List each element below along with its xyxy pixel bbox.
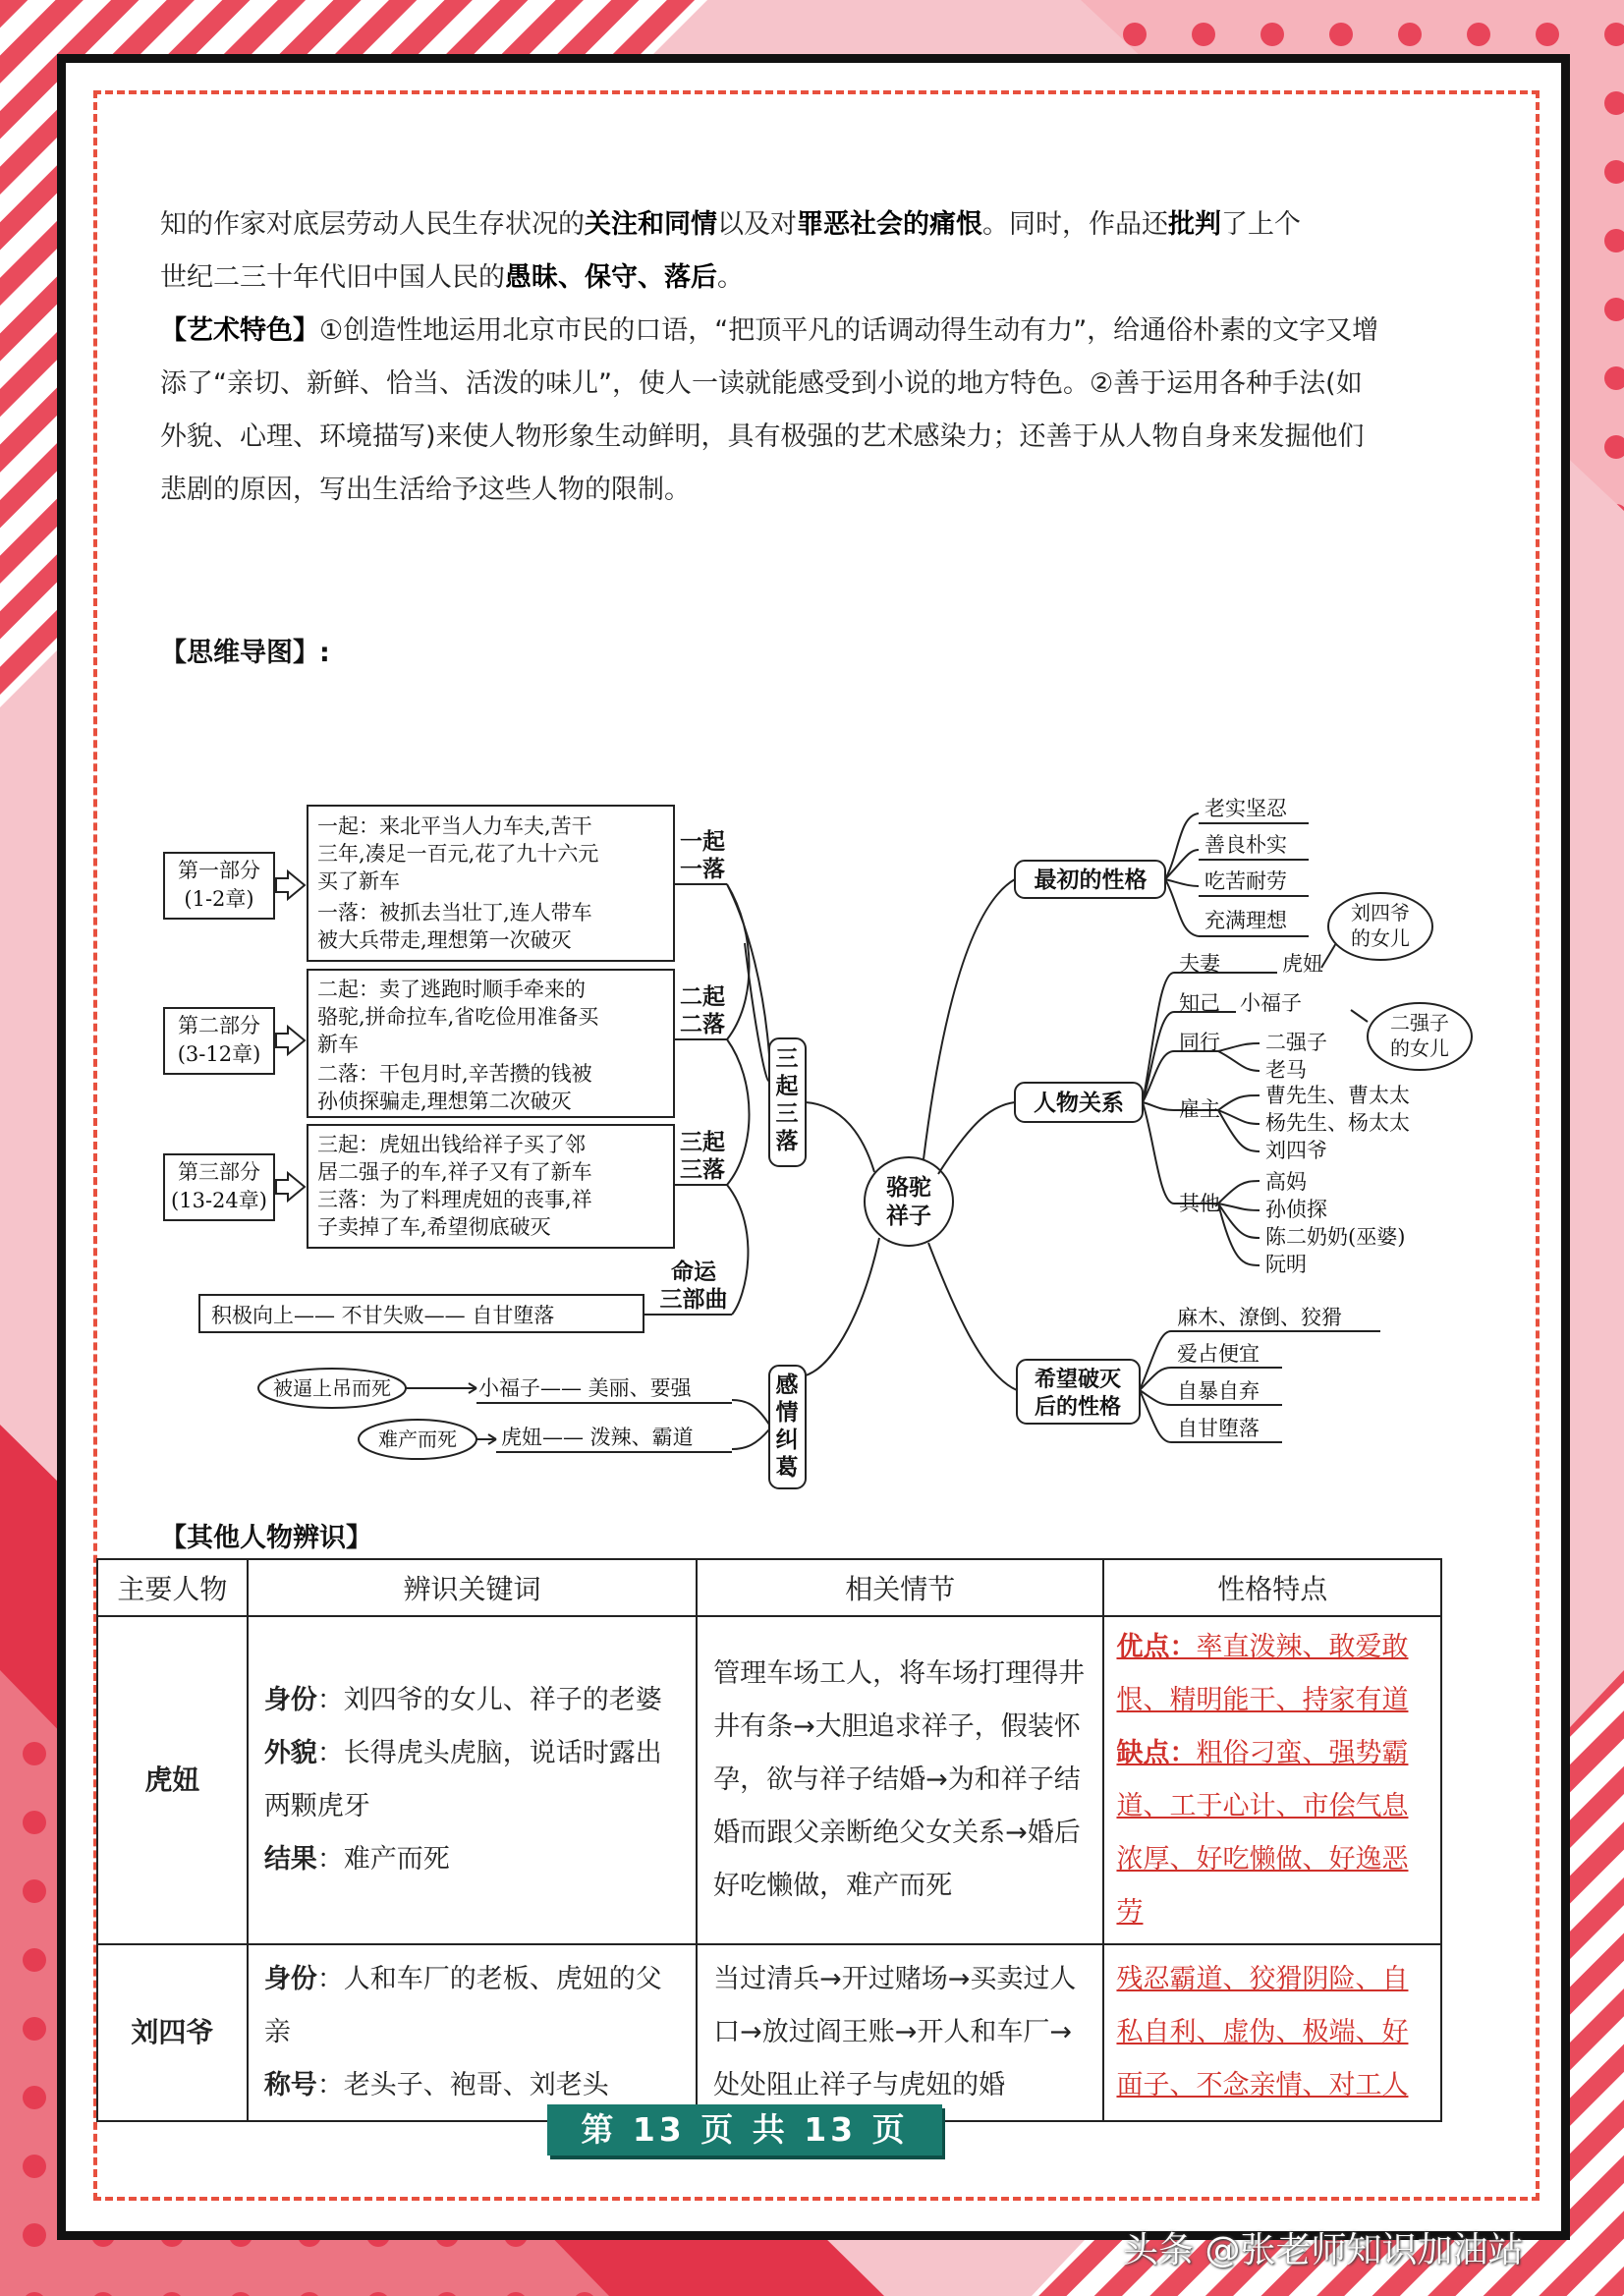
row-keywords: 身份：人和车厂的老板、虎妞的父亲 称号：老头子、袍哥、刘老头	[248, 1944, 697, 2121]
part-2-label-1: 第二部分	[178, 1014, 260, 1037]
relation-peer-name-2: 老马	[1265, 1058, 1307, 1082]
rise-fall-2-b: 二落	[680, 1011, 725, 1037]
rise-fall-3-b: 三落	[680, 1156, 725, 1183]
row-name: 刘四爷	[97, 1944, 248, 2121]
art-label: 【艺术特色】	[160, 315, 319, 346]
row-plot: 当过清兵→开过赌场→买卖过人口→放过阎王账→开人和车厂→处处阻止祥子与虎妞的婚	[697, 1944, 1103, 2121]
relation-couple: 夫妻	[1179, 952, 1220, 976]
initial-trait-3: 吃苦耐劳	[1204, 869, 1287, 893]
box2-line-2: 骆驼,拼命拉车,省吃俭用准备买	[317, 1005, 599, 1029]
relation-employer-name-2: 杨先生、杨太太	[1265, 1111, 1410, 1135]
box1-line-5: 被大兵带走,理想第一次破灭	[317, 928, 572, 952]
header-traits: 性格特点	[1103, 1559, 1441, 1616]
part-3-label-2: (13-24章)	[171, 1189, 267, 1212]
header-main-person: 主要人物	[97, 1559, 248, 1616]
row-plot: 管理车场工人，将车场打理得井井有条→大胆追求祥子，假装怀孕，欲与祥子结婚→为和祥子结婚而跟父亲断绝父女关系→婚后好吃懒做，难产而死	[697, 1616, 1103, 1944]
sanqi-char-3: 三	[775, 1100, 799, 1127]
sanqi-char-4: 落	[775, 1128, 799, 1154]
box3-line-3: 三落：为了料理虎妞的丧事,祥	[317, 1188, 592, 1211]
box1-line-2: 三年,凑足一百元,花了九十六元	[317, 842, 599, 866]
relation-other: 其他	[1179, 1192, 1220, 1215]
box3-line-4: 子卖掉了车,希望彻底破灭	[317, 1215, 551, 1239]
emotion-2-text: 虎妞—— 泼辣、霸道	[501, 1426, 694, 1449]
relation-employer-name-3: 刘四爷	[1265, 1139, 1327, 1162]
box2-line-3: 新车	[317, 1033, 359, 1056]
emotion-char-4: 葛	[775, 1454, 799, 1481]
emotion-char-1: 感	[775, 1372, 799, 1398]
relations-label: 人物关系	[1034, 1090, 1124, 1116]
relation-other-name-3: 陈二奶奶(巫婆)	[1265, 1225, 1406, 1249]
after-label-1: 希望破灭	[1034, 1367, 1122, 1392]
relation-peer: 同行	[1179, 1031, 1220, 1054]
center-line-2: 祥子	[886, 1203, 931, 1229]
emotion-char-2: 情	[775, 1399, 799, 1426]
initial-trait-1: 老实坚忍	[1204, 797, 1287, 820]
rise-fall-1-b: 一落	[680, 856, 725, 882]
sanqi-char-2: 起	[775, 1073, 799, 1099]
box1-line-3: 买了新车	[317, 869, 400, 893]
row-keywords: 身份：刘四爷的女儿、祥子的老婆 外貌：长得虎头虎脑，说话时露出两颗虎牙 结果：难产而死	[248, 1616, 697, 1944]
row-traits: 残忍霸道、狡猾阴险、自私自利、虚伪、极端、好面子、不念亲情、对工人	[1103, 1944, 1441, 2121]
box1-line-4: 一落：被抓去当壮丁,连人带车	[317, 901, 592, 924]
relation-friend-name: 小福子	[1240, 991, 1302, 1015]
intro-line-2: 世纪二三十年代旧中国人民的愚昧、保守、落后。	[160, 262, 744, 293]
box3-line-2: 居二强子的车,祥子又有了新车	[317, 1160, 592, 1184]
box2-line-1: 二起：卖了逃跑时顺手牵来的	[317, 978, 586, 1001]
center-line-1: 骆驼	[886, 1174, 931, 1201]
mindmap-heading: 【思维导图】:	[160, 638, 330, 668]
page-indicator: 第 13 页 共 13 页	[547, 2104, 942, 2156]
emotion-char-3: 纠	[775, 1427, 799, 1453]
row-traits: 优点：率直泼辣、敢爱敢恨、精明能干、持家有道 缺点：粗俗刁蛮、强势霸道、工于心计、市侩气息浓厚、好吃懒做、好逸恶劳	[1103, 1616, 1441, 1944]
emotion-2-end: 难产而死	[378, 1428, 457, 1451]
relation-couple-name: 虎妞	[1282, 952, 1323, 976]
sanqi-char-1: 三	[775, 1045, 799, 1072]
couple-note-1: 刘四爷	[1351, 901, 1410, 924]
other-characters-heading: 【其他人物辨识】	[160, 1523, 372, 1553]
initial-trait-4: 充满理想	[1204, 909, 1287, 932]
box3-line-1: 三起：虎妞出钱给祥子买了邻	[317, 1133, 586, 1156]
relation-other-name-2: 孙侦探	[1265, 1198, 1327, 1221]
initial-traits-label: 最初的性格	[1034, 867, 1148, 893]
relation-friend: 知己	[1179, 991, 1220, 1015]
intro-line-1: 知的作家对底层劳动人民生存状况的关注和同情以及对罪恶社会的痛恨。同时，作品还批判了上个	[160, 209, 1301, 240]
relation-employer: 雇主	[1179, 1097, 1220, 1121]
rise-fall-1-a: 一起	[680, 828, 725, 855]
after-trait-3: 自暴自弃	[1177, 1379, 1260, 1403]
after-label-2: 后的性格	[1034, 1394, 1122, 1420]
initial-trait-2: 善良朴实	[1204, 833, 1287, 857]
row-name: 虎妞	[97, 1616, 248, 1944]
table-row	[97, 1616, 1441, 1944]
table-header-row	[97, 1559, 1441, 1616]
art-text: ①创造性地运用北京市民的口语，“把顶平凡的话调动得生动有力”，给通俗朴素的文字又增添了“亲切、新鲜、恰当、活泼的味儿”，使人一读就能感受到小说的地方特色。②善于运用各种手法(如外貌、心理、环境描写)来使人物形象生动鲜明，具有极强的艺术感染力；还善于从人物自身来发掘他们悲剧的原因，写出生活给予这些人物的限制。	[160, 315, 1379, 505]
box1-line-1: 一起：来北平当人力车夫,苦干	[317, 814, 592, 838]
relation-peer-name-1: 二强子	[1265, 1031, 1327, 1054]
relation-other-name-4: 阮明	[1265, 1253, 1307, 1276]
after-trait-4: 自甘堕落	[1177, 1417, 1260, 1440]
emotion-1-text: 小福子—— 美丽、要强	[478, 1376, 692, 1400]
friend-note-1: 二强子	[1390, 1011, 1449, 1035]
part-3-label-1: 第三部分	[178, 1160, 260, 1184]
after-trait-2: 爱占便宜	[1177, 1342, 1260, 1366]
fate-label-2: 三部曲	[659, 1286, 728, 1313]
characters-table	[96, 1558, 1442, 2122]
box2-line-4: 二落：干包月时,辛苦攒的钱被	[317, 1062, 592, 1086]
relation-employer-name-1: 曹先生、曹太太	[1265, 1084, 1410, 1107]
after-trait-1: 麻木、潦倒、狡猾	[1177, 1306, 1342, 1329]
couple-note-2: 的女儿	[1351, 926, 1410, 950]
fate-label-1: 命运	[671, 1259, 716, 1285]
box2-line-5: 孙侦探骗走,理想第二次破灭	[317, 1090, 572, 1113]
table-row	[97, 1944, 1441, 2121]
header-plot: 相关情节	[697, 1559, 1103, 1616]
rise-fall-2-a: 二起	[680, 983, 725, 1010]
emotion-1-end: 被逼上吊而死	[273, 1376, 391, 1400]
part-2-label-2: (3-12章)	[177, 1042, 261, 1066]
relation-other-name-1: 高妈	[1265, 1170, 1307, 1194]
watermark: 头条 @张老师知识加油站	[1123, 2230, 1524, 2270]
rise-fall-3-a: 三起	[680, 1129, 725, 1155]
part-1-label-1: 第一部分	[178, 859, 260, 882]
header-keywords: 辨识关键词	[248, 1559, 697, 1616]
fate-chain: 积极向上—— 不甘失败—— 自甘堕落	[211, 1304, 555, 1327]
friend-note-2: 的女儿	[1390, 1036, 1449, 1060]
part-1-label-2: (1-2章)	[184, 887, 254, 911]
